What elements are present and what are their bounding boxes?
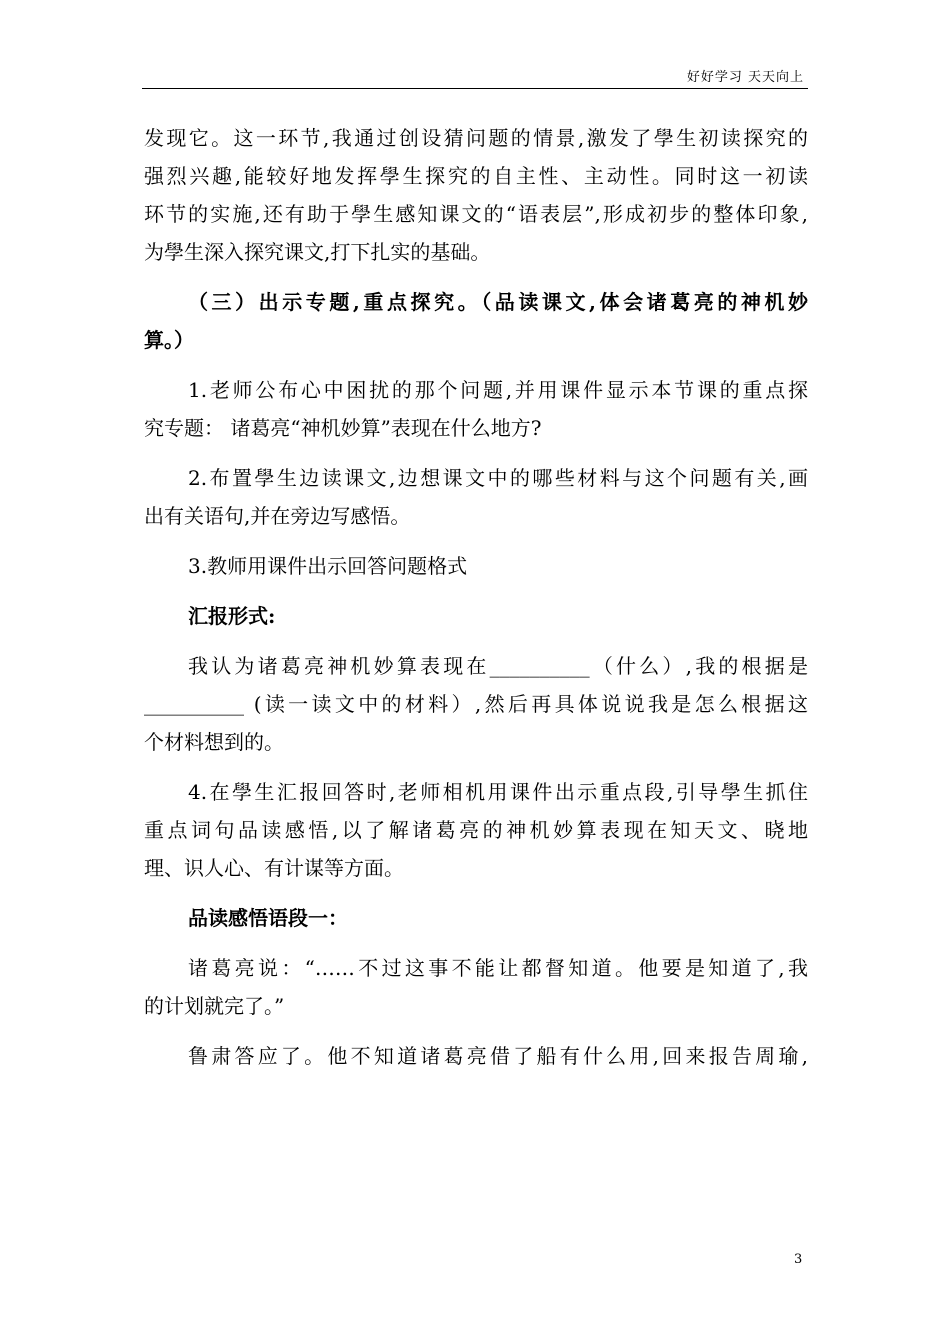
paragraph-line: 发现它。这一环节,我通过创设猜问题的情景,激发了學生初读探究的 [144,126,808,150]
paragraph-line: 环节的实施,还有助于學生感知课文的“语表层”,形成初步的整体印象, [144,202,808,226]
paragraph-line: 为學生深入探究课文,打下扎实的基础。 [144,240,491,264]
header-rule [142,88,808,89]
paragraph-step-4 [144,773,808,887]
paragraph-step-3 [144,547,808,585]
paragraph-lu-su [144,1037,808,1075]
paragraph-line: 我认为诸葛亮神机妙算表现在__________（什么）,我的根据是 [188,654,808,678]
heading-line: 算。） [144,328,194,352]
document-body [144,119,808,1087]
heading-line: （三）出示专题,重点探究。（品读课文,体会诸葛亮的神机妙 [188,290,808,314]
page-number: 3 [794,1252,803,1267]
paragraph-line: __________ (读一读文中的材料）,然后再具体说说我是怎么根据这 [144,692,808,716]
paragraph-line: 理、识人心、有计谋等方面。 [144,856,404,880]
subheading-passage-1 [144,899,808,937]
subheading-line: 品读感悟语段一： [188,906,348,930]
paragraph-report-template [144,647,808,761]
paragraph-line: 鲁肃答应了。他不知道诸葛亮借了船有什么用,回来报告周瑜, [188,1044,808,1068]
paragraph-line: 诸葛亮说：“……不过这事不能让都督知道。他要是知道了,我 [188,956,808,980]
paragraph-line: 2.布置學生边读课文,边想课文中的哪些材料与这个问题有关,画 [188,466,808,490]
paragraph-intro-continuation [144,119,808,271]
paragraph-line: 的计划就完了。” [144,994,285,1018]
paragraph-quote-zhuge [144,949,808,1025]
paragraph-line: 究专题： 诸葛亮“神机妙算”表现在什么地方? [144,416,542,440]
header-motto: 好好学习 天天向上 [686,70,804,85]
page-header [142,66,808,86]
paragraph-step-1 [144,371,808,447]
paragraph-line: 1.老师公布心中困扰的那个问题,并用课件显示本节课的重点探 [188,378,808,402]
paragraph-step-2 [144,459,808,535]
subheading-report-format [144,597,808,635]
paragraph-line: 个材料想到的。 [144,730,284,754]
paragraph-line: 重点词句品读感悟,以了解诸葛亮的神机妙算表现在知天文、晓地 [144,818,808,842]
paragraph-line: 强烈兴趣,能较好地发挥學生探究的自主性、主动性。同时这一初读 [144,164,808,188]
paragraph-line: 出有关语句,并在旁边写感悟。 [144,504,411,528]
paragraph-line: 3.教师用课件出示回答问题格式 [188,554,468,578]
subheading-line: 汇报形式: [188,604,276,628]
section-heading-3 [144,283,808,359]
paragraph-line: 4.在學生汇报回答时,老师相机用课件出示重点段,引导學生抓住 [188,780,808,804]
